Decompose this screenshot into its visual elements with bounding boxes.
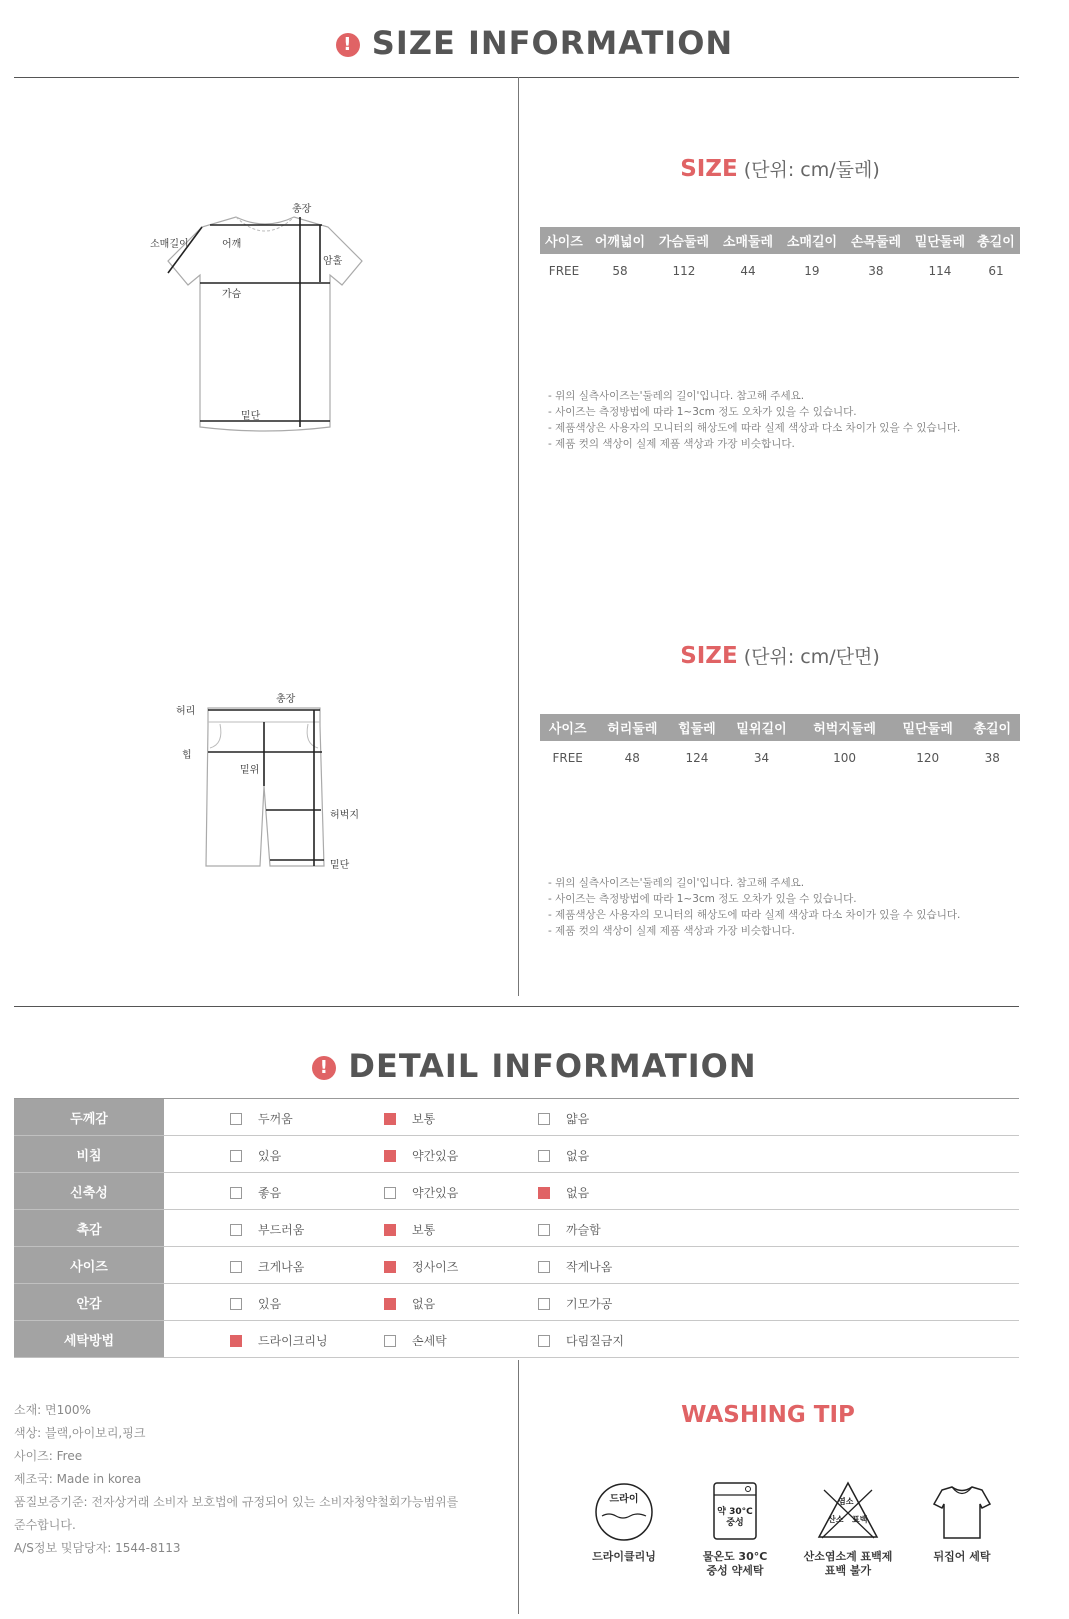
table-cell: 48 — [624, 751, 640, 765]
t-shirt-illustration — [140, 195, 400, 455]
note-line: - 위의 실측사이즈는'둘레의 길이'입니다. 참고해 주세요. — [548, 390, 805, 402]
spec-line: A/S정보 및담당자: 1544-8113 — [14, 1541, 181, 1555]
detail-option[interactable] — [538, 1332, 624, 1349]
label-thigh: 허벅지 — [330, 810, 359, 821]
wash-label-line: 드라이클리닝 — [592, 1550, 656, 1563]
checkbox[interactable] — [230, 1261, 242, 1273]
column-header: 밑단둘레 — [891, 714, 965, 741]
detail-option[interactable] — [230, 1184, 281, 1201]
detail-option[interactable] — [230, 1295, 281, 1312]
option-label: 기모가공 — [566, 1297, 613, 1311]
column-header: 허벅지둘레 — [798, 714, 890, 741]
checkbox[interactable] — [538, 1261, 550, 1273]
detail-option[interactable] — [538, 1295, 612, 1312]
detail-row — [14, 1136, 1019, 1173]
washing-tip-title: WASHING TIP — [681, 1402, 855, 1428]
wash-label-line: 물온도 30°C — [702, 1550, 768, 1563]
detail-row-label: 안감 — [14, 1284, 164, 1321]
wash-label — [680, 1550, 790, 1578]
checkbox[interactable] — [230, 1224, 242, 1236]
label-chest: 가슴 — [222, 289, 242, 300]
note-line: - 사이즈는 측정방법에 따라 1~3cm 정도 오차가 있을 수 있습니다. — [548, 893, 857, 905]
option-label: 드라이크리닝 — [258, 1334, 328, 1348]
option-label: 약간있음 — [412, 1149, 459, 1163]
detail-row — [14, 1247, 1019, 1284]
table-cell: 61 — [988, 264, 1004, 278]
top-size-notes — [548, 388, 960, 452]
detail-option[interactable] — [384, 1184, 458, 1201]
detail-option[interactable] — [384, 1332, 447, 1349]
column-header: 가슴둘레 — [652, 227, 716, 254]
detail-row-label: 세탁방법 — [14, 1321, 164, 1358]
dry-icon-text: 드라이 — [609, 1494, 639, 1505]
detail-option[interactable] — [230, 1147, 281, 1164]
no-bleach-icon — [816, 1480, 880, 1544]
shorts-illustration — [180, 686, 380, 876]
detail-options — [164, 1321, 1019, 1358]
table-row — [540, 741, 1020, 775]
temp-icon-text: 약 30°C 중성 — [717, 1507, 753, 1528]
detail-option[interactable] — [230, 1221, 304, 1238]
wash-label — [907, 1550, 1017, 1564]
detail-row — [14, 1173, 1019, 1210]
checkbox[interactable] — [384, 1187, 396, 1199]
detail-option[interactable] — [230, 1258, 304, 1275]
spec-line: 색상: 블랙,아이보리,핑크 — [14, 1426, 146, 1440]
detail-options — [164, 1284, 1019, 1321]
table-cell: 120 — [916, 751, 940, 765]
divider — [14, 1006, 1019, 1007]
top-size-table — [540, 227, 1020, 288]
column-header: 손목둘레 — [844, 227, 908, 254]
bleach-icon-text-1: 염소 — [838, 1497, 854, 1506]
detail-option[interactable] — [538, 1147, 589, 1164]
option-label: 크게나옴 — [258, 1260, 305, 1274]
detail-option[interactable] — [384, 1147, 458, 1164]
product-specs — [14, 1399, 458, 1560]
label-shoulder: 어깨 — [222, 239, 242, 250]
detail-options — [164, 1099, 1019, 1136]
label-sleeve-length: 소매길이 — [150, 239, 189, 250]
column-header: 총길이 — [972, 227, 1020, 254]
option-label: 보통 — [412, 1223, 436, 1237]
bottom-size-heading: SIZE (단위: cm/단면) — [680, 643, 880, 669]
wash-label-line: 중성 약세탁 — [706, 1564, 764, 1577]
top-garment-diagram — [140, 195, 400, 455]
option-label: 보통 — [412, 1112, 436, 1126]
detail-option[interactable] — [230, 1110, 293, 1127]
detail-row — [14, 1284, 1019, 1321]
table-cell: 38 — [868, 264, 884, 278]
detail-options — [164, 1247, 1019, 1284]
detail-row-label: 사이즈 — [14, 1247, 164, 1284]
label-armhole: 암홀 — [323, 256, 343, 267]
option-label: 손세탁 — [412, 1334, 447, 1348]
bottom-size-table — [540, 714, 1020, 775]
option-label: 없음 — [566, 1186, 590, 1200]
detail-option[interactable] — [538, 1221, 601, 1238]
checkbox[interactable] — [230, 1187, 242, 1199]
detail-row — [14, 1210, 1019, 1247]
detail-row-label: 촉감 — [14, 1210, 164, 1247]
table-cell: 38 — [984, 751, 1000, 765]
detail-options — [164, 1136, 1019, 1173]
checkbox[interactable] — [538, 1150, 550, 1162]
top-size-heading: SIZE (단위: cm/둘레) — [680, 156, 880, 182]
table-cell: 100 — [833, 751, 857, 765]
label-total-length: 총장 — [276, 694, 296, 705]
divider — [14, 77, 1019, 78]
wash-label — [793, 1550, 903, 1578]
column-header: 총길이 — [965, 714, 1020, 741]
column-header: 소매길이 — [780, 227, 844, 254]
option-label: 부드러움 — [258, 1223, 305, 1237]
size-information-title: ! SIZE INFORMATION — [0, 24, 1069, 62]
option-label: 정사이즈 — [412, 1260, 459, 1274]
wash-label-line: 뒤집어 세탁 — [933, 1550, 991, 1563]
checkbox[interactable] — [538, 1224, 550, 1236]
column-header: 밑위길이 — [725, 714, 799, 741]
table-cell: 114 — [928, 264, 952, 278]
table-cell: 44 — [740, 264, 756, 278]
no-bleach-icon — [816, 1480, 880, 1540]
spec-line: 사이즈: Free — [14, 1449, 83, 1463]
checkbox[interactable] — [384, 1224, 396, 1236]
column-header: 힙둘레 — [669, 714, 724, 741]
spec-line: 소재: 면100% — [14, 1403, 91, 1417]
inside-out-shirt-icon — [932, 1484, 992, 1544]
checkbox[interactable] — [538, 1113, 550, 1125]
checkbox[interactable] — [230, 1335, 242, 1347]
table-cell: FREE — [548, 264, 580, 278]
label-hip: 힙 — [182, 750, 192, 761]
detail-option[interactable] — [384, 1110, 435, 1127]
wash-label — [569, 1550, 679, 1564]
wash-label-line: 산소염소계 표백제 — [803, 1550, 893, 1563]
note-line: - 제품 컷의 색상이 실제 제품 색상과 가장 비슷합니다. — [548, 925, 795, 937]
option-label: 작게나옴 — [566, 1260, 613, 1274]
checkbox[interactable] — [384, 1261, 396, 1273]
checkbox[interactable] — [384, 1298, 396, 1310]
column-header: 사이즈 — [540, 227, 588, 254]
exclamation-icon: ! — [312, 1056, 336, 1080]
option-label: 없음 — [412, 1297, 436, 1311]
checkbox[interactable] — [384, 1335, 396, 1347]
spec-line: 준수합니다. — [14, 1518, 76, 1532]
detail-option[interactable] — [384, 1258, 458, 1275]
spec-line: 제조국: Made in korea — [14, 1472, 142, 1486]
table-cell: 19 — [804, 264, 820, 278]
checkbox[interactable] — [538, 1187, 550, 1199]
bleach-icon-text-2: 산소 — [828, 1515, 844, 1524]
column-header: 어깨넓이 — [588, 227, 652, 254]
column-header: 밑단둘레 — [908, 227, 972, 254]
note-line: - 제품색상은 사용자의 모니터의 해상도에 따라 실제 색상과 다소 차이가 있을 수 있습니다. — [548, 422, 961, 434]
spec-line: 품질보증기준: 전자상거래 소비자 보호법에 규정되어 있는 소비자청약철회가능범위를 — [14, 1495, 459, 1509]
checkbox[interactable] — [384, 1150, 396, 1162]
vertical-divider — [518, 77, 519, 996]
note-line: - 사이즈는 측정방법에 따라 1~3cm 정도 오차가 있을 수 있습니다. — [548, 406, 857, 418]
vertical-divider — [518, 1360, 519, 1614]
detail-row — [14, 1321, 1019, 1358]
note-line: - 제품 컷의 색상이 실제 제품 색상과 가장 비슷합니다. — [548, 438, 795, 450]
label-hem: 밑단 — [241, 411, 261, 422]
option-label: 있음 — [258, 1149, 282, 1163]
table-header-row — [540, 714, 1020, 741]
option-label: 좋음 — [258, 1186, 282, 1200]
table-cell: 124 — [685, 751, 709, 765]
detail-row — [14, 1099, 1019, 1136]
detail-row-label: 두께감 — [14, 1099, 164, 1136]
table-row — [540, 254, 1020, 288]
checkbox[interactable] — [230, 1113, 242, 1125]
label-total-length: 총장 — [292, 204, 312, 215]
detail-option[interactable] — [384, 1221, 435, 1238]
column-header: 소매둘레 — [716, 227, 780, 254]
detail-row-label: 비침 — [14, 1136, 164, 1173]
option-label: 약간있음 — [412, 1186, 459, 1200]
column-header: 허리둘레 — [595, 714, 669, 741]
column-header: 사이즈 — [540, 714, 595, 741]
table-cell: 34 — [753, 751, 770, 765]
option-label: 다림질금지 — [566, 1334, 624, 1348]
detail-option[interactable] — [230, 1332, 328, 1349]
checkbox[interactable] — [384, 1113, 396, 1125]
checkbox[interactable] — [230, 1150, 242, 1162]
detail-information-title: ! DETAIL INFORMATION — [0, 1047, 1069, 1085]
option-label: 두꺼움 — [258, 1112, 293, 1126]
label-hem: 밑단 — [330, 860, 350, 871]
checkbox[interactable] — [538, 1335, 550, 1347]
inside-out-shirt-icon — [932, 1484, 992, 1540]
detail-options — [164, 1173, 1019, 1210]
detail-options — [164, 1210, 1019, 1247]
detail-option[interactable] — [538, 1184, 589, 1201]
wash-tub-icon — [712, 1481, 758, 1545]
checkbox[interactable] — [230, 1298, 242, 1310]
checkbox[interactable] — [538, 1298, 550, 1310]
option-label: 없음 — [566, 1149, 590, 1163]
exclamation-icon: ! — [336, 33, 360, 57]
detail-option[interactable] — [538, 1110, 589, 1127]
note-line: - 제품색상은 사용자의 모니터의 해상도에 따라 실제 색상과 다소 차이가 있을 수 있습니다. — [548, 909, 961, 921]
label-rise: 밑위 — [240, 765, 260, 776]
bottom-size-notes — [548, 875, 960, 939]
detail-option[interactable] — [384, 1295, 435, 1312]
detail-table — [14, 1099, 1019, 1358]
table-cell: 112 — [672, 264, 696, 278]
table-header-row — [540, 227, 1020, 254]
pants-diagram — [176, 686, 380, 876]
option-label: 얇음 — [566, 1112, 590, 1126]
table-cell: 58 — [612, 264, 628, 278]
option-label: 있음 — [258, 1297, 282, 1311]
detail-option[interactable] — [538, 1258, 612, 1275]
dry-clean-icon — [594, 1482, 654, 1546]
note-line: - 위의 실측사이즈는'둘레의 길이'입니다. 참고해 주세요. — [548, 877, 805, 889]
wash-label-line: 표백 불가 — [824, 1564, 872, 1577]
option-label: 까슬함 — [566, 1223, 601, 1237]
table-cell: FREE — [552, 751, 583, 765]
bleach-icon-text-3: 표백 — [852, 1515, 868, 1524]
label-waist: 허리 — [176, 706, 196, 717]
detail-row-label: 신축성 — [14, 1173, 164, 1210]
